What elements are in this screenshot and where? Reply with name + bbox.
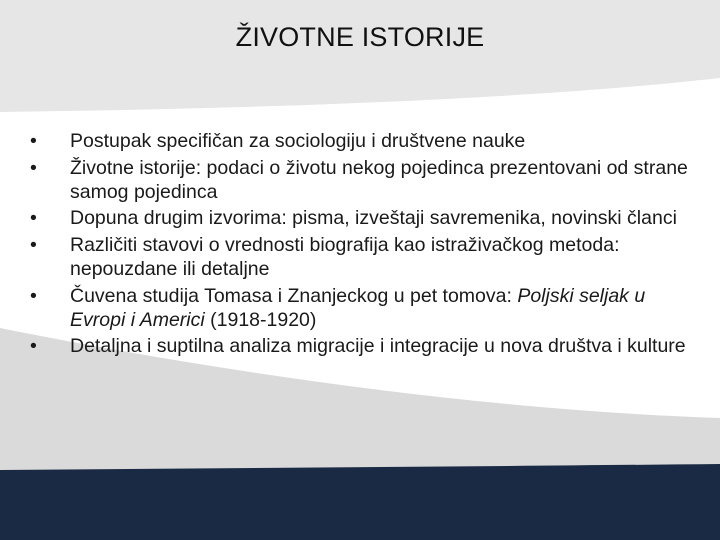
bullet-dot: • <box>30 284 37 307</box>
bullet-text <box>70 285 645 331</box>
bullet-item <box>30 130 690 154</box>
bullet-list <box>30 130 690 362</box>
bullet-text: Postupak specifičan za sociologiju i društvene nauke <box>70 130 526 152</box>
bullet-item <box>30 234 690 282</box>
bullet-dot: • <box>30 156 37 179</box>
footer-navy-band <box>0 464 720 540</box>
book-title-italic: Poljski seljak u Evropi i Americi <box>70 284 646 331</box>
bullet-item <box>30 157 690 205</box>
bullet-dot: • <box>30 234 37 257</box>
slide-title: ŽIVOTNE ISTORIJE <box>235 22 485 52</box>
bullet-text: Detaljna i suptilna analiza migracije i integracije u nova društva i kulture <box>70 335 686 358</box>
bullet-item <box>30 335 690 359</box>
bullet-dot: • <box>30 335 37 358</box>
bullet-dot: • <box>30 130 37 152</box>
bullet-dot: • <box>30 207 37 230</box>
bullet-item <box>30 207 690 231</box>
bullet-text: Dopuna drugim izvorima: pisma, izveštaji savremenika, novinski članci <box>70 207 677 230</box>
bullet-text-part: Čuvena studija Tomasa i Znanjeckog u pet tomova: <box>70 284 518 307</box>
bullet-text: Različiti stavovi o vrednosti biografija kao istraživačkog metoda: nepouzdane ili detaljne <box>70 234 620 280</box>
bullet-text: Životne istorije: podaci o životu nekog pojedinca prezentovani od strane samog pojedinca <box>70 156 688 203</box>
bullet-item <box>30 285 690 333</box>
bullet-text-part: (1918-1920) <box>204 308 317 331</box>
